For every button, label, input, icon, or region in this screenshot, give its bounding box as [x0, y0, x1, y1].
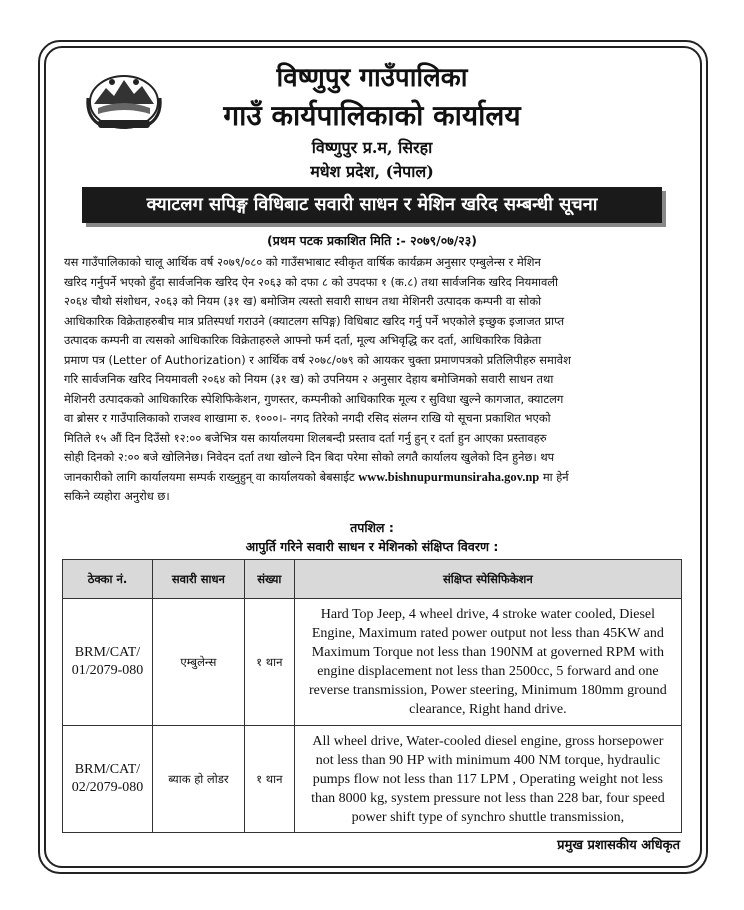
municipality-name: विष्णुपुर गाउँपालिका [276, 63, 468, 93]
body-line: सकिने व्यहोरा अनुरोध छ। [64, 489, 170, 503]
spec-cell: Hard Top Jeep, 4 wheel drive, 4 stroke water cooled, Diesel Engine, Maximum rated power output not less than 45KW and Maximum Torque not less than 190NM at governed RPM with engine displacement not less than 2500cc, 5 forward and one reverse transmission, Power steering, Minimum 180mm ground clearance, Right hand drive. [294, 599, 681, 726]
address-line-1: विष्णुपुर प्र.म, सिरहा [311, 138, 433, 157]
body-line: उत्पादक कम्पनी वा त्यसको आधिकारिक विक्रेताहरुले आफ्नो फर्म दर्ता, मूल्य अभिवृद्धि कर दर्ता, आधिकारिक विक्रेता [64, 333, 542, 347]
contract-no-cell: BRM/CAT/ 02/2079-080 [63, 726, 153, 833]
contract-no-cell: BRM/CAT/ 01/2079-080 [63, 599, 153, 726]
header-vehicle: सवारी साधन [152, 560, 244, 599]
body-line: आधिकारिक विक्रेताहरुबीच मात्र प्रतिस्पर्धा गराउने (क्याटलग सपिङ्ग) विधिबाट खरिद गर्नु पर्ने भएकोले इच्छुक इजाजत प्राप्त [64, 313, 565, 328]
details-subtitle: आपुर्ति गरिने सवारी साधन र मेशिनको संक्षिप्त विवरण : [245, 539, 499, 554]
body-line-website [64, 468, 680, 488]
website-link[interactable]: www.bishnupurmunsiraha.gov.np [358, 469, 540, 484]
body-line: २०६४ चौथो संशोधन, २०६३ को नियम (३१ ख) बमोजिम त्यस्तो सवारी साधन तथा मेशिनरी उत्पादक कम्पनी वा सोको [64, 294, 542, 308]
header-spec: संक्षिप्त स्पेसिफिकेशन [294, 560, 681, 599]
body-line: खरिद गर्नुपर्ने भएको हुँदा सार्वजनिक खरिद ऐन २०६३ को दफा ८ को उपदफा १ (क.८) तथा सार्वजनिक खरिद नियमावली [64, 274, 558, 289]
table-row [63, 599, 682, 726]
body-line-text: जानकारीको लागि कार्यालयमा सम्पर्क राख्नुहुन् वा कार्यालयको बेबसाईट [64, 469, 355, 484]
body-line: गरि सार्वजनिक खरिद नियमावली २०६४ को नियम (३१ ख) को उपनियम २ अनुसार देहाय बमोजिमको सवारी साधन तथा [64, 372, 554, 386]
office-name: गाउँ कार्यपालिकाको कार्यालय [223, 99, 521, 132]
body-line: यस गाउँपालिकाको चालू आर्थिक वर्ष २०७९/०८० को गाउँसभाबाट स्वीकृत वार्षिक कार्यक्रम अनुसार एम्बुलेन्स र मेशिन [64, 255, 541, 269]
notice-body [64, 253, 680, 507]
vehicle-cell: एम्बुलेन्स [152, 599, 244, 726]
body-line: वा ब्रोसर र गाउँपालिकाको राजश्व शाखामा रु. १०००।- नगद तिरेको नगदी रसिद संलग्न राखि यो सूचना प्रकाशित भएको [64, 411, 551, 425]
body-line: मितिले १५ औं दिन दिउँसो १२:०० बजेभित्र यस कार्यालयमा शिलबन्दी प्रस्ताव दर्ता गर्नु हुन् र दर्ता हुन आएका प्रस्तावहरु [64, 430, 547, 445]
quantity-cell: १ थान [244, 726, 294, 833]
header-quantity: संख्या [244, 560, 294, 599]
address-line-2: मधेश प्रदेश, (नेपाल) [310, 162, 434, 181]
vehicle-cell: ब्याक हो लोडर [152, 726, 244, 833]
body-line: प्रमाण पत्र (Letter of Authorization) र आर्थिक वर्ष २०७८/०७९ को आयकर चुक्ता प्रमाणपत्रको प्रतिलिपीहरु समावेश [64, 352, 571, 367]
details-title: तपशिल : [350, 520, 394, 535]
specification-table [62, 559, 682, 833]
body-line: मेशिनरी उत्पादकको आधिकारिक स्पेशिफिकेशन, गुणस्तर, कम्पनीको आधिकारिक मूल्य र सुविधा खुल्ने कागजात, क्याटलग [64, 391, 564, 406]
table-header-row [63, 560, 682, 599]
quantity-cell: १ थान [244, 599, 294, 726]
header-contract-no: ठेक्का नं. [63, 560, 153, 599]
spec-cell: All wheel drive, Water-cooled diesel engine, gross horsepower not less than 90 HP with minimum 400 NM torque, hydraulic pumps flow not less than 117 LPM , Operating weight not less than 8000 kg, system pressure not less than 228 bar, four speed power shift type of synchro shuttle transmission, [294, 726, 681, 833]
website-suffix: मा हेर्न [542, 469, 569, 484]
signatory-title: प्रमुख प्रशासकीय अधिकृत [557, 838, 680, 853]
body-line: सोही दिनको २:०० बजे खोलिनेछ। निवेदन दर्ता तथा खोल्ने दिन बिदा परेमा सोको लगतै कार्यालय खुलेको दिन हुनेछ। थप [64, 450, 555, 464]
notice-title-banner: क्याटलग सपिङ्ग विधिबाट सवारी साधन र मेशिन खरिद सम्बन्धी सूचना [82, 187, 662, 223]
table-row [63, 726, 682, 833]
published-date: (प्रथम पटक प्रकाशित मिति :- २०७९/०७/२३) [267, 233, 477, 248]
